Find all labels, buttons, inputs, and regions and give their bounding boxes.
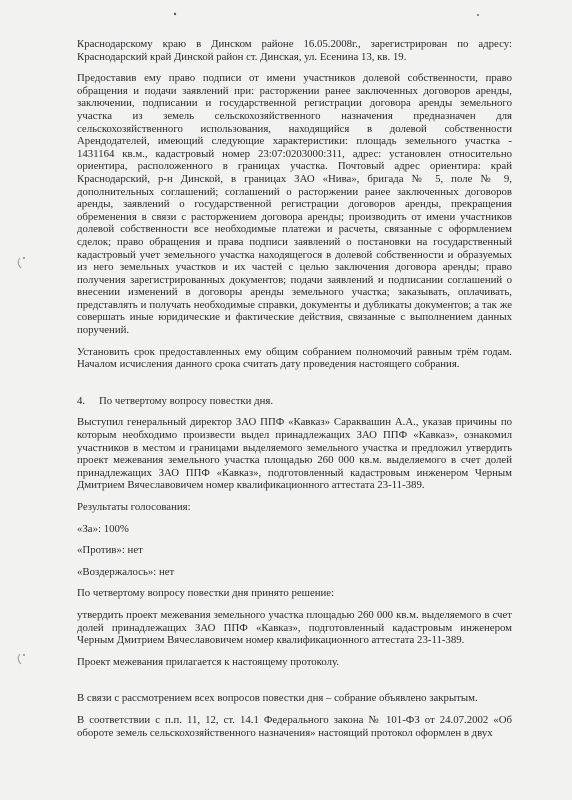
paragraph-registration: Краснодарскому краю в Динском районе 16.05.2008г., зарегистрирован по адресу: Краснодарский край Динской район ст. Динская, ул. Есенина 13, кв. 19. xyxy=(77,38,512,63)
closing-statement: В связи с рассмотрением всех вопросов повестки дня – собрание объявлено закрытым. xyxy=(77,692,478,705)
scan-speck xyxy=(477,14,479,16)
attachment-note: Проект межевания прилагается к настоящему протоколу. xyxy=(77,655,340,668)
vote-against: «Против»: нет xyxy=(77,544,143,557)
agenda-item-number: 4. xyxy=(77,394,86,407)
vote-abstain: «Воздержалось»: нет xyxy=(77,565,175,578)
agenda-item-heading xyxy=(77,395,512,408)
decision-intro: По четвертому вопросу повестки дня принято решение: xyxy=(77,587,335,600)
agenda-item-title: По четвертому вопросу повестки дня. xyxy=(99,394,274,407)
punch-hole-mark xyxy=(18,258,21,268)
document-body xyxy=(77,38,512,739)
final-paragraph: В соответствии с п.п. 11, 12, ст. 14.1 Федерального закона № 101-ФЗ от 24.07.2002 «Об обороте земель сельскохозяйственного назначения» настоящий протокол оформлен в двух xyxy=(77,713,512,739)
vote-for: «За»: 100% xyxy=(77,522,129,535)
paragraph-term: Установить срок предоставленных ему общим собранием полномочий равным трём годам. Началом исчисления данного срока считать дату проведения настоящего собрания. xyxy=(77,345,512,371)
scan-speck xyxy=(23,654,25,656)
paragraph-powers: Предоставив ему право подписи от имени участников долевой собственности, право обращения и подачи заявлений при: расторжении ранее заключенных договоров аренды, заключении, подписании и государственной регистрации договора аренды земельного участка из земель сельскохозяйственного назначения предназначен для сельскохозяйственного использования, находящийся в долевой собственности Арендодателей, имеющий следующие характеристики: площадь земельного участка - 1431164 кв.м., кадастровый номер 23:07:0203000:311, адрес: установлен относительно ориентира, расположенного в границах участка. Почтовый адрес ориентира: край Краснодарский, р-н Динской, в границах ЗАО «Нива», бригада № 5, поле № 9, дополнительных соглашений; соглашений о расторжении ранее заключенных договоров аренды, заявлений о государственной регистрации договоров аренды, прекращения обременения в связи с расторжением договора аренды; производить от имени участников долевой собственности все необходимые платежи и расчеты, связанные с оформлением сделок; право обращения и права подписи заявлений о постановки на государственный кадастровый учет земельного участка находящегося в долевой собственности и образуемых из него земельных участков и их частей с целью заключения договора аренды; право получения зарегистрированных документов; подачи заявлений и подписании соглашений о внесении изменений в договоры аренды земельного участка; заказывать, оплачивать, представлять и получать необходимые справки, документы и дубликаты документов; а так же совершать иные юридические и фактические действия, связанные с выполнением данных поручений. xyxy=(77,72,512,337)
scan-speck xyxy=(23,257,25,259)
decision-text: утвердить проект межевания земельного участка площадью 260 000 кв.м. выделяемого в счет долей принадлежащих ЗАО ППФ «Кавказ», подготовленный кадастровым инженером Черным Дмитрием Вячеславовичем номер квалификационного аттестата 23-11-389. xyxy=(77,608,512,647)
votes-label: Результаты голосования: xyxy=(77,501,191,513)
paragraph-speech: Выступил генеральный директор ЗАО ППФ «Кавказ» Сараквашин А.А., указав причины по которым необходимо произвести выдел принадлежащих ЗАО ППФ «Кавказ», ознакомил участников в местом и границами выделяемого земельного участка и предложил утвердить проект межевания земельного участка площадью 260 000 кв.м. выделяемого в счет долей принадлежащих ЗАО ППФ «Кавказ», подготовленный кадастровым инженером Черным Дмитрием Вячеславовичем номер квалификационного аттестата 23-11-389. xyxy=(77,416,512,492)
punch-hole-mark xyxy=(18,654,21,664)
scan-speck xyxy=(174,13,176,15)
